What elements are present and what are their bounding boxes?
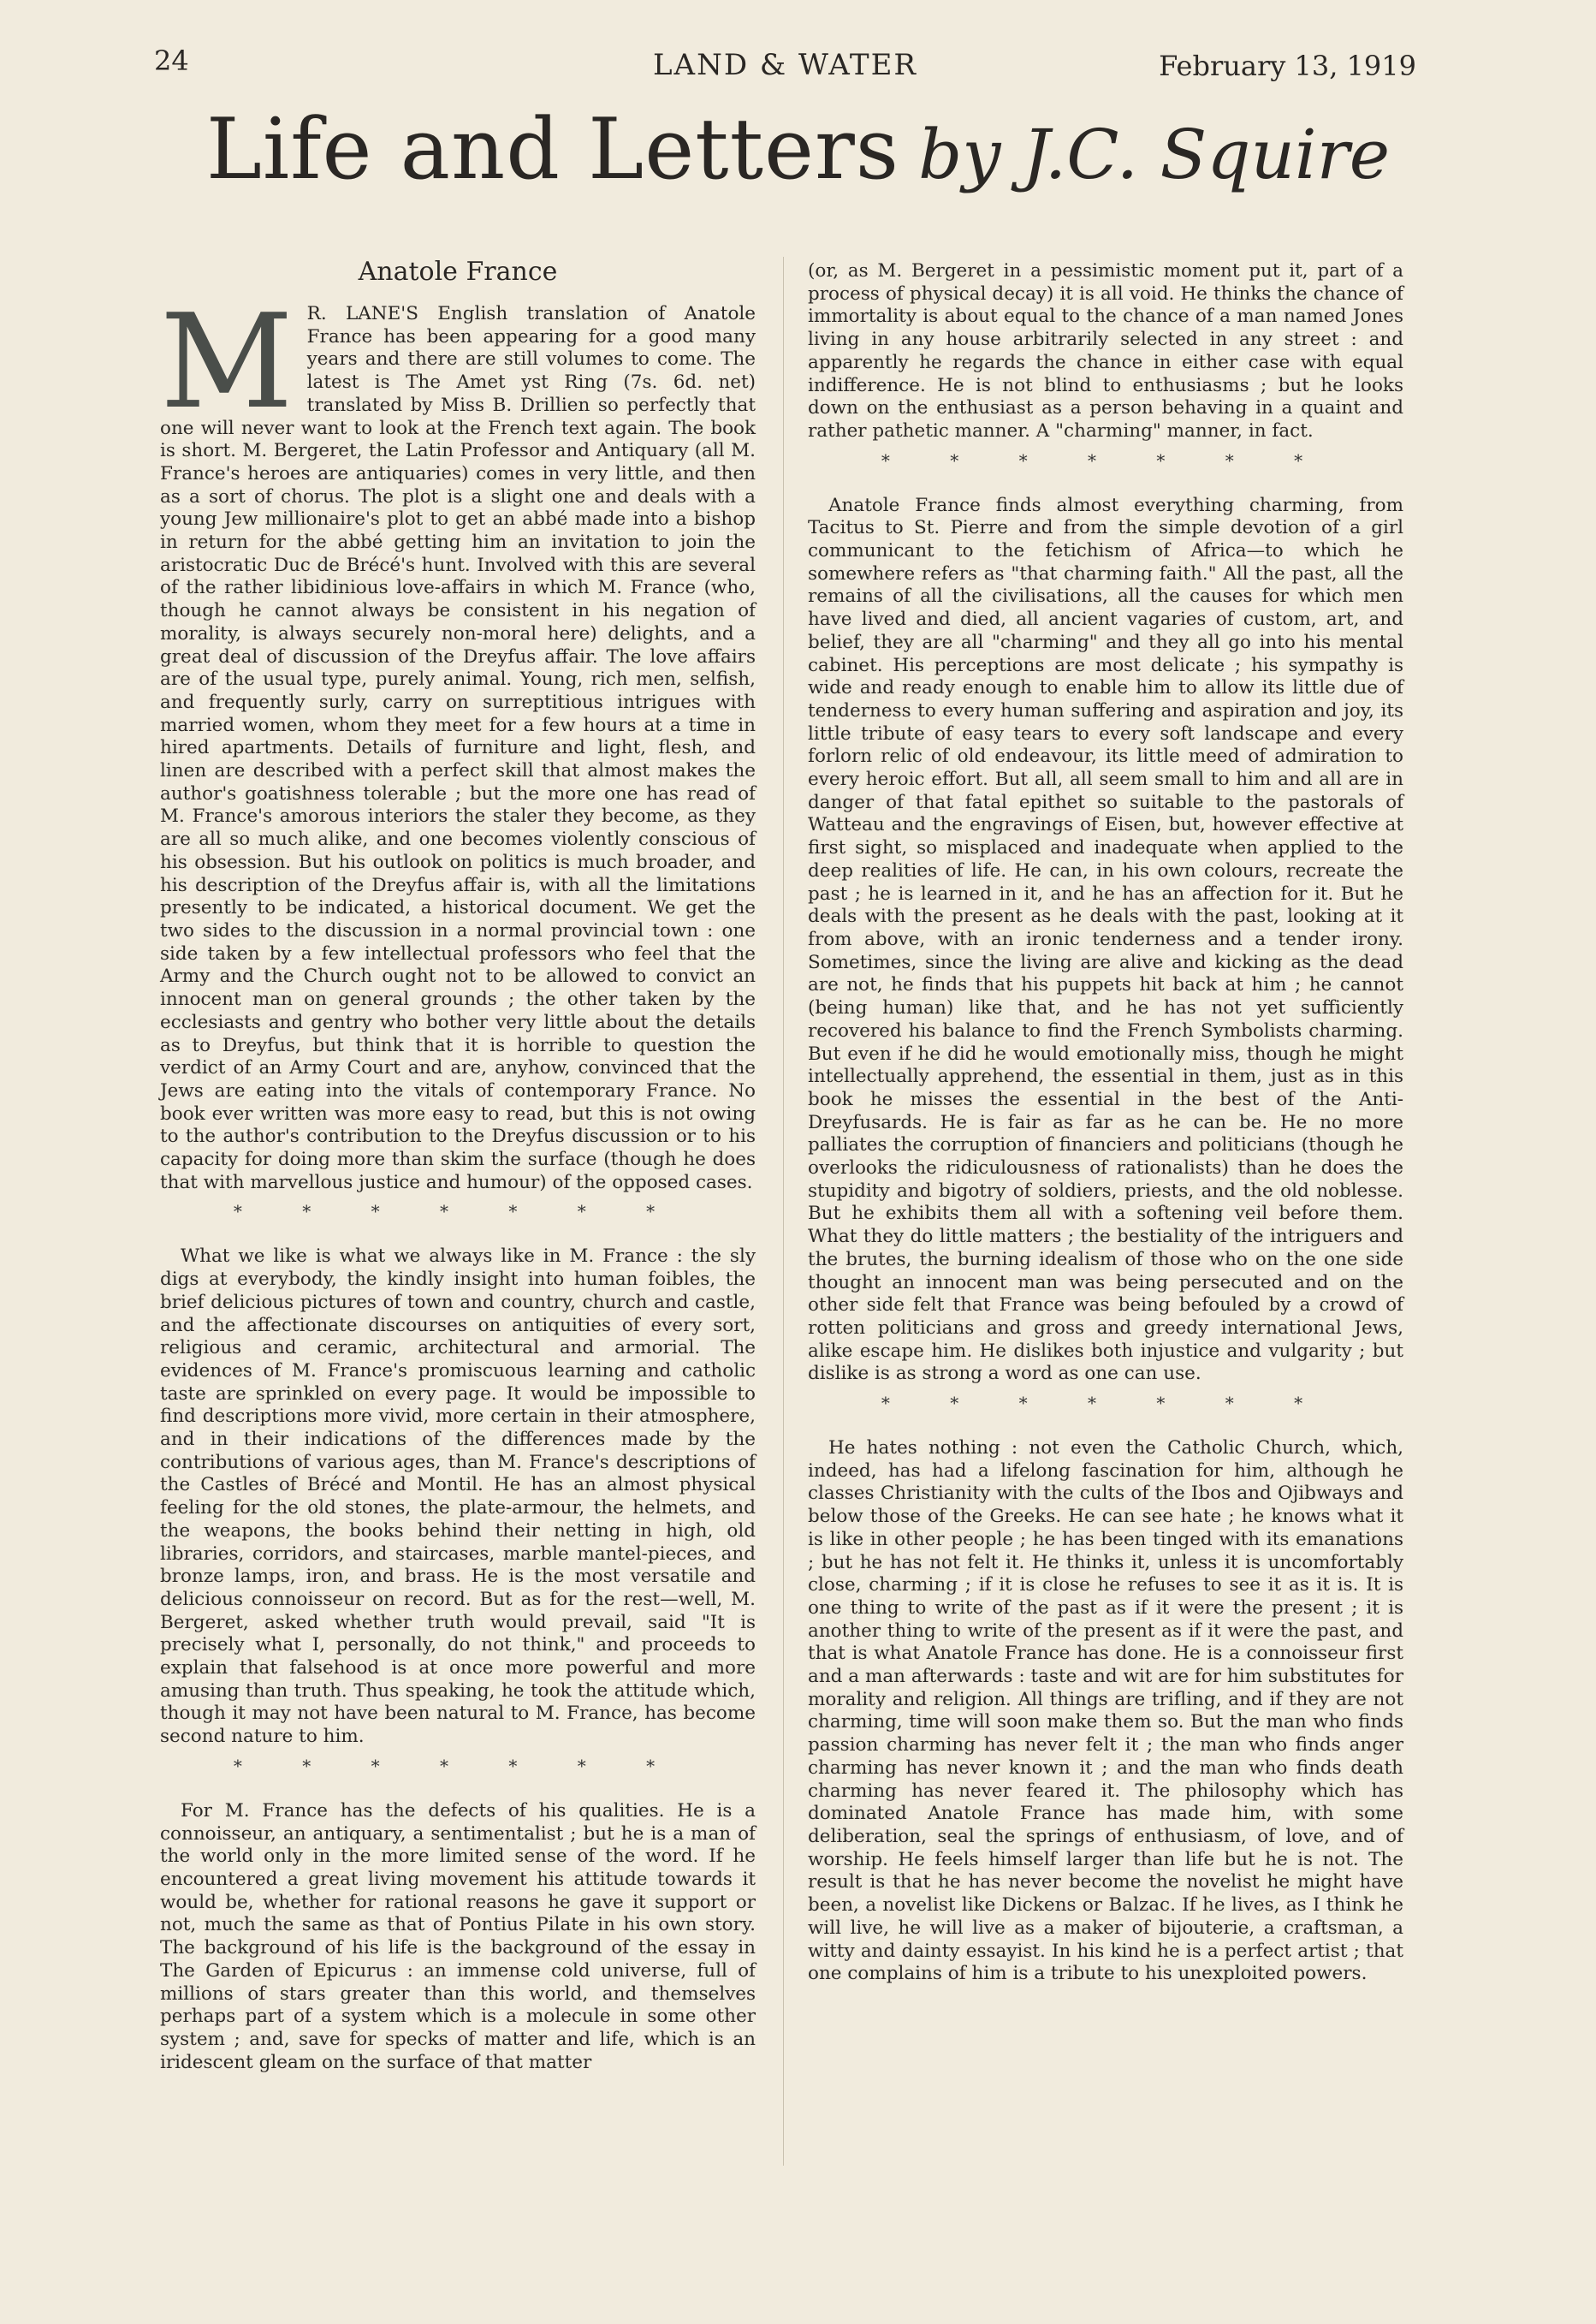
column-divider [783,257,784,2166]
page-number: 24 [154,45,189,77]
left-column [160,257,756,2074]
section-break: * * * * * * * [881,449,1331,471]
paragraph-4: (or, as M. Bergeret in a pessimistic moment put it, part of a process of physical decay) it is all void. He thinks the chance of immortality is about equal to the chance of a man named Jones living in any house arbitrarily selected in any street : and apparently he regards the chance in either case with equal indifference. He is not blind to enthusiasms ; but he looks down on the enthusiast as a person behaving in a quaint and rather pathetic manner. A "charming" manner, in fact. [808,260,1403,442]
issue-date: February 13, 1919 [1159,50,1416,82]
paragraph-1 [160,286,756,1194]
paragraph-6: He hates nothing : not even the Catholic Church, which, indeed, has had a lifelong fascination for him, although he classes Christianity with the cults of the Ibos and Ojibways and below those of the Greeks. He can see hate ; he knows what it is like in other people ; he has been tinged with its emanations ; but he has not felt it. He thinks it, unless it is uncomfortably close, charming ; if it is close he refuses to see it as it is. It is one thing to write of the past as if it were the present ; it is another thing to write of the present as if it were the past, and that is what Anatole France has done. He is a connoisseur first and a man afterwards : taste and wit are for him substitutes for morality and religion. All things are trifling, and if they are not charming, time will soon make them so. But the man who finds passion charming has never felt it ; the man who finds anger charming has never known it ; and the man who finds death charming has never feared it. The philosophy which has dominated Anatole France has made him, with some deliberation, seal the springs of enthusiasm, of love, and of worship. He feels himself larger than life but he is not. The result is that he has never become the novelist he might have been, a novelist like Dickens or Balzac. If he lives, as I think he will live, he will live as a maker of bijouterie, a craftsman, a witty and dainty essayist. In his kind he is a perfect artist ; that one complains of him is a tribute to his unexploited powers. [808,1437,1403,1985]
right-column [808,260,1403,1986]
paragraph-3: For M. France has the defects of his qualities. He is a connoisseur, an antiquary, a sentimentalist ; but he is a man of the world only in the more limited sense of the word. If he encountered a great living movement his attitude towards it would be, whether for rational reasons he gave it support or not, much the same as that of Pontius Pilate in his own story. The background of his life is the background of the essay in The Garden of Epicurus : an immense cold universe, full of millions of stars greater than this world, and themselves perhaps part of a system which is a molecule in some other system ; and, save for specks of matter and life, which is an iridescent gleam on the surface of that matter [160,1799,756,2073]
publication-title: LAND & WATER [652,48,918,82]
column-headline [0,101,1596,221]
section-break: * * * * * * * [233,1201,683,1222]
paragraph-2: What we like is what we always like in M. France : the sly digs at everybody, the kindly insight into human foibles, the brief delicious pictures of town and country, church and castle, and the affectionate discourses on antiquities of every sort, religious and ceramic, architectural and armorial. The evidences of M. France's promiscuous learning and catholic taste are sprinkled on every page. It would be impossible to find descriptions more vivid, more certain in their atmosphere, and in their indications of the differences made by the contributions of various ages, than M. France's descriptions of the Castles of Brécé and Montil. He has an almost physical feeling for the old stones, the plate-armour, the helmets, and the weapons, the books behind their netting in high, old libraries, corridors, and staircases, marble mantel-pieces, and bronze lamps, iron, and brass. He is the most versatile and delicious connoisseur on record. But as for the rest—well, M. Bergeret, asked whether truth would prevail, said "It is precisely what I, personally, do not think," and proceeds to explain that falsehood is at once more powerful and more amusing than truth. Thus speaking, he took the attitude which, though it may not have been natural to M. France, has become second nature to him. [160,1245,756,1748]
section-break: * * * * * * * [881,1393,1331,1414]
headline-author: by J.C. Squire [918,115,1391,194]
paragraph-1-text: R. LANE'S English translation of Anatole France has been appearing for a good many years and there are still volumes to come. The latest is The Amet yst Ring (7s. 6d. net) translated by Miss B. Drillien so perfectly that one will never want to look at the French text again. The book is short. M. Bergeret, the Latin Professor and Antiquary (all M. France's heroes are antiquaries) comes in very little, and then as a sort of chorus. The plot is a slight one and deals with a young Jew millionaire's plot to get an abbé made into a bishop in return for the abbé getting him an invitation to join the aristocratic Duc de Brécé's hunt. Involved with this are several of the rather libidinious love-affairs in which M. France (who, though he cannot always be consistent in his negation of morality, is always securely non-moral here) delights, and a great deal of discussion of the Dreyfus affair. The love affairs are of the usual type, purely animal. Young, rich men, selfish, and frequently surly, carry on surreptitious intrigues with married women, whom they meet for a few hours at a time in hired apartments. Details of furniture and light, flesh, and linen are described with a perfect skill that almost makes the author's goatishness tolerable ; but the more one has read of M. France's amorous interiors the staler they become, as they are all so much alike, and one becomes violently conscious of his obsession. But his outlook on politics is much broader, and his description of the Dreyfus affair is, with all the limitations presently to be indicated, a historical document. We get the two sides to the discussion in a normal provincial town : one side taken by a few intellectual professors who feel that the Army and the Church ought not to be allowed to convict an innocent man on general grounds ; the other taken by the ecclesiasts and gentry who bother very little about the details as to Dreyfus, but think that it is horrible to question the verdict of an Army Court and are, anyhow, convinced that the Jews are eating into the vitals of contemporary France. No book ever written was more easy to read, but this is not owing to the author's contribution to the Dreyfus discussion or to his capacity for doing more than skim the surface (though he does that with marvellous justice and humour) of the opposed cases. [160,303,756,1193]
paragraph-5: Anatole France finds almost everything charming, from Tacitus to St. Pierre and from the simple devotion of a girl communicant to the fetichism of Africa—to which he somewhere refers as "that charming faith." All the past, all the remains of all the civilisations, all the causes for which men have lived and died, all ancient vagaries of custom, art, and belief, they are all "charming" and they all go into his mental cabinet. His perceptions are most delicate ; his sympathy is wide and ready enough to enable him to allow its little due of tenderness to every human suffering and aspiration and joy, its little tribute of easy tears to every soft landscape and every forlorn relic of old endeavour, its little meed of admiration to every heroic effort. But all, all seem small to him and all are in danger of that fatal epithet so suitable to the pastorals of Watteau and the engravings of Eisen, but, however effective at first sight, so misplaced and inadequate when applied to the deep realities of life. He can, in his own colours, recreate the past ; he is learned in it, and he has an affection for it. But he deals with the present as he deals with the past, looking at it from above, with an ironic tenderness and a tender irony. Sometimes, since the living are alive and kicking as the dead are not, he finds that his puppets hit back at him ; he cannot (being human) like that, and he has not yet sufficiently recovered his balance to find the French Symbolists charming. But even if he did he would emotionally miss, though he might intellectually apprehend, the essential in them, just as in this book he misses the essential in the best of the Anti-Dreyfusards. He is fair as far as he can be. He no more palliates the corruption of financiers and politicians (though he overlooks the ridiculousness of rationalists) than he does the stupidity and bigotry of soldiers, priests, and the old noblesse. But he exhibits them all with a softening veil before them. What they do little matters ; the bestiality of the intriguers and the brutes, the burning idealism of those who on the one side thought an innocent man was being persecuted and on the other side felt that France was being befouled by a crowd of rotten politicians and gross and greedy international Jews, alike escape him. He dislikes both injustice and vulgarity ; but dislike is as strong a word as one can use. [808,494,1403,1385]
page-header [154,45,1416,86]
article-title: Anatole France [358,257,558,287]
drop-cap: M [160,286,294,437]
section-break: * * * * * * * [233,1755,683,1776]
headline-main: Life and Letters [205,101,900,199]
